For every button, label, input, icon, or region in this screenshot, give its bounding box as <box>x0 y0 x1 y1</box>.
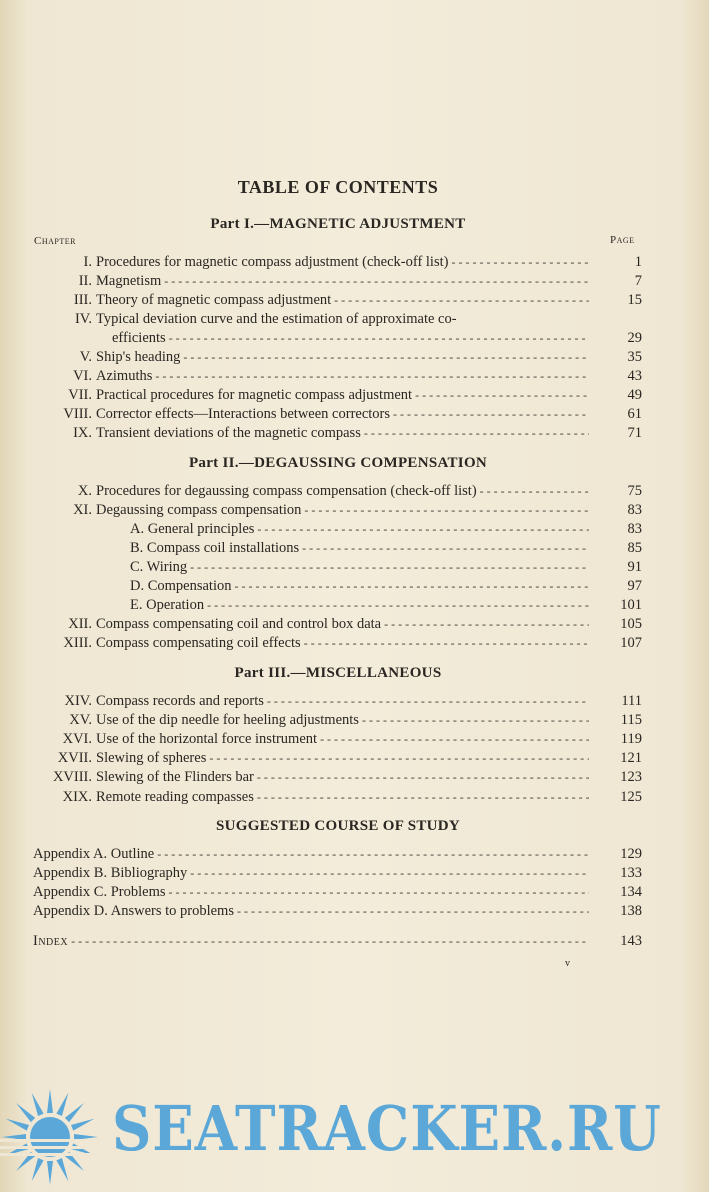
toc-entry <box>0 482 709 501</box>
toc-entry <box>0 615 709 634</box>
appendix-entry <box>0 902 709 921</box>
toc-entry <box>0 711 709 730</box>
chapter-number: XVIII. <box>52 769 92 785</box>
page-number: 91 <box>627 559 642 575</box>
chapter-number: XIV. <box>64 693 92 709</box>
chapter-number: X. <box>77 483 92 499</box>
chapter-number: III. <box>73 292 92 308</box>
toc-entry <box>0 405 709 424</box>
page-number: 15 <box>627 292 642 308</box>
page-number: 107 <box>620 635 642 651</box>
toc-entry <box>0 348 709 367</box>
entry-title: B. Compass coil installations - - - <box>130 539 589 558</box>
entry-title: Theory of magnetic compass adjustment - - - <box>96 291 589 310</box>
page-number: 134 <box>620 884 642 900</box>
toc-entry <box>0 730 709 749</box>
toc-subentry <box>0 596 709 615</box>
page-number: 1 <box>634 254 642 270</box>
page-number: 133 <box>620 865 642 881</box>
page-number: 129 <box>620 846 642 862</box>
toc-entry <box>0 768 709 787</box>
page-number: 43 <box>627 368 642 384</box>
appendix-entry <box>0 883 709 902</box>
part-1-heading: Part I.—MAGNETIC ADJUSTMENT <box>210 216 466 232</box>
page-number: 49 <box>627 387 642 403</box>
entry-title: efficients - - - <box>112 329 589 348</box>
study-course-heading: SUGGESTED COURSE OF STUDY <box>215 818 461 834</box>
entry-title: Azimuths - - - <box>96 367 589 386</box>
page-number: 105 <box>620 616 642 632</box>
chapter-number: XIX. <box>62 789 92 805</box>
page-number: 123 <box>620 769 642 785</box>
entry-title: A. General principles - - - <box>130 520 589 539</box>
page-number: 61 <box>627 406 642 422</box>
entry-title: Compass compensating coil effects - - - <box>96 634 589 653</box>
page-number: 71 <box>627 425 642 441</box>
page-folio: v <box>565 958 570 969</box>
entry-title: Appendix B. Bibliography - - - <box>33 864 589 883</box>
chapter-number: I. <box>83 254 92 270</box>
page-number: 75 <box>627 483 642 499</box>
part-3-heading: Part III.—MISCELLANEOUS <box>234 665 442 681</box>
entry-title: Procedures for magnetic compass adjustment (check-off list) - - - <box>96 253 589 272</box>
toc-subentry <box>0 577 709 596</box>
toc-entry <box>0 386 709 405</box>
page-number: 119 <box>620 731 642 747</box>
toc-entry <box>0 692 709 711</box>
chapter-number: V. <box>79 349 92 365</box>
page-number: 138 <box>620 903 642 919</box>
entry-title: Procedures for degaussing compass compensation (check-off list) - - - <box>96 482 589 501</box>
entry-title: Remote reading compasses - - - <box>96 788 589 807</box>
appendix-entry <box>0 864 709 883</box>
toc-entry <box>0 634 709 653</box>
toc-entry <box>0 501 709 520</box>
page-number: 83 <box>627 502 642 518</box>
chapter-number: IX. <box>73 425 92 441</box>
chapter-number: II. <box>78 273 92 289</box>
page-number: 85 <box>627 540 642 556</box>
chapter-number: XII. <box>68 616 92 632</box>
entry-title: Compass records and reports - - - <box>96 692 589 711</box>
watermark-text: SEATRACKER.RU <box>112 1092 662 1165</box>
entry-title: Ship's heading - - - <box>96 348 589 367</box>
page-number: 97 <box>627 578 642 594</box>
entry-title: Appendix C. Problems - - - <box>33 883 589 902</box>
entry-title: D. Compensation - - - <box>130 577 589 596</box>
toc-entry <box>0 272 709 291</box>
entry-title: C. Wiring - - - <box>130 558 589 577</box>
page-number: 125 <box>620 789 642 805</box>
toc-entry <box>0 367 709 386</box>
page-title: TABLE OF CONTENTS <box>237 177 439 197</box>
chapter-number: XI. <box>73 502 92 518</box>
toc-entry <box>0 291 709 310</box>
toc-entry <box>0 253 709 272</box>
entry-title: Practical procedures for magnetic compass adjustment - - - <box>96 386 589 405</box>
chapter-number: IV. <box>74 311 92 327</box>
chapter-number: VI. <box>73 368 92 384</box>
page-number: 143 <box>620 933 642 949</box>
page-number: 111 <box>621 693 642 709</box>
chapter-number: VIII. <box>63 406 92 422</box>
entry-title: E. Operation - - - <box>130 596 589 615</box>
toc-subentry <box>0 558 709 577</box>
chapter-column-header: Chapter <box>34 235 76 247</box>
entry-title: Use of the dip needle for heeling adjustments - - - <box>96 711 589 730</box>
entry-title: Appendix A. Outline - - - <box>33 845 589 864</box>
page-number: 35 <box>627 349 642 365</box>
entry-title: Slewing of spheres - - - <box>96 749 589 768</box>
page-number: 115 <box>620 712 642 728</box>
chapter-number: XV. <box>69 712 92 728</box>
entry-title: Appendix D. Answers to problems - - - <box>33 902 589 921</box>
toc-entry <box>0 424 709 443</box>
part-2-heading: Part II.—DEGAUSSING COMPENSATION <box>188 455 488 471</box>
entry-title: Use of the horizontal force instrument - - - <box>96 730 589 749</box>
entry-title: Slewing of the Flinders bar - - - <box>96 768 589 787</box>
toc-subentry <box>0 539 709 558</box>
toc-entry <box>0 788 709 807</box>
chapter-number: VII. <box>68 387 92 403</box>
chapter-number: XIII. <box>63 635 92 651</box>
page-number: 83 <box>627 521 642 537</box>
entry-title: Corrector effects—Interactions between correctors - - - <box>96 405 589 424</box>
page-number: 121 <box>620 750 642 766</box>
entry-title: Magnetism - - - <box>96 272 589 291</box>
chapter-number: XVII. <box>57 750 92 766</box>
appendix-entry <box>0 845 709 864</box>
page-number: 101 <box>620 597 642 613</box>
toc-entry <box>0 329 709 348</box>
entry-title: Degaussing compass compensation - - - <box>96 501 589 520</box>
toc-entry <box>0 749 709 768</box>
page-number: 7 <box>634 273 642 289</box>
entry-title: Compass compensating coil and control box data - - - <box>96 615 589 634</box>
index-entry <box>0 932 709 951</box>
page-number: 29 <box>627 330 642 346</box>
toc-subentry <box>0 520 709 539</box>
chapter-number: XVI. <box>62 731 92 747</box>
entry-title: Transient deviations of the magnetic compass - - - <box>96 424 589 443</box>
page-column-header: Page <box>610 234 635 246</box>
entry-title: Index - - - <box>33 932 589 951</box>
toc-entry <box>0 310 709 329</box>
entry-title: Typical deviation curve and the estimation of approximate co- <box>96 311 457 327</box>
